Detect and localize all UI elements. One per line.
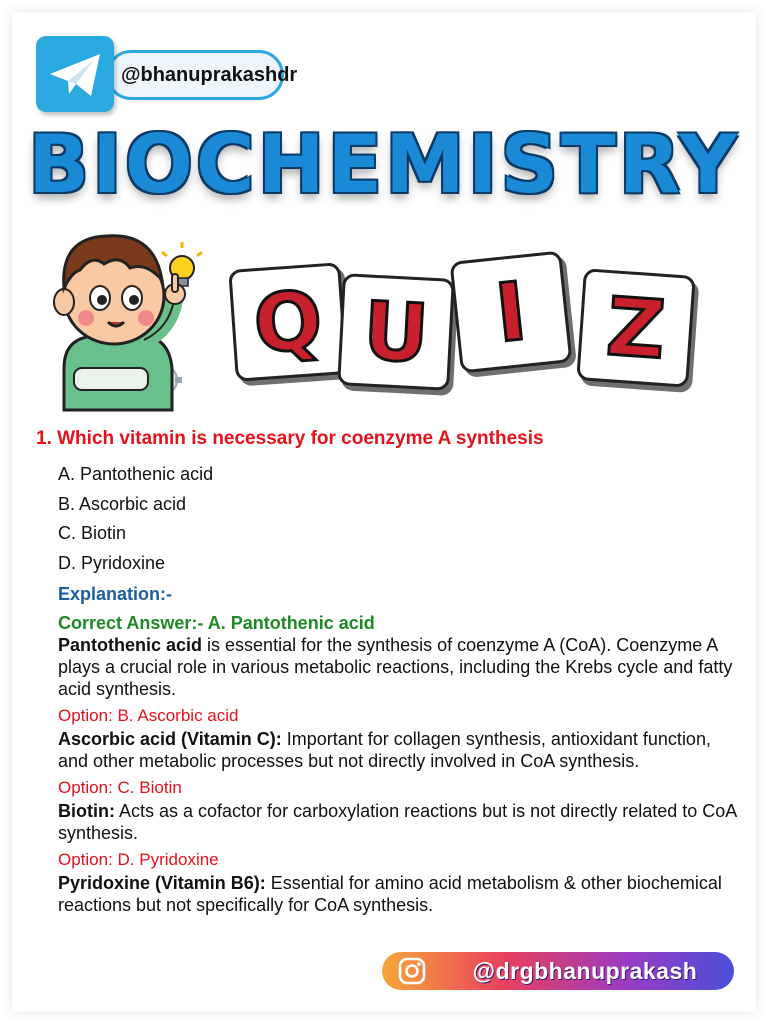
- correct-detail: is essential for the synthesis of coenzyme A (CoA). Coenzyme A plays a crucial role in various metabolic reactions, including the Krebs cycle and fatty acid synthesis.: [58, 635, 733, 699]
- option-c[interactable]: C. Biotin: [58, 523, 127, 543]
- option-b-explanation: [58, 728, 738, 772]
- option-d-label: Option: D. Pyridoxine: [58, 850, 219, 869]
- correct-answer: Correct Answer:- A. Pantothenic acid: [58, 613, 375, 633]
- option-b[interactable]: B. Ascorbic acid: [58, 493, 187, 514]
- instagram-icon: [382, 952, 442, 990]
- quiz-tile-z: Z: [576, 268, 696, 388]
- option-c-explanation: [58, 800, 738, 844]
- quiz-tile-i: I: [449, 250, 572, 373]
- correct-term: Pantothenic acid: [58, 635, 203, 655]
- telegram-icon: [36, 36, 114, 112]
- option-c-detail: Acts as a cofactor for carboxylation reactions but is not directly related to CoA synthesis.: [58, 801, 737, 843]
- option-b-detail: Important for collagen synthesis, antioxidant function, and other metabolic processes but not directly involved in CoA synthesis.: [58, 729, 711, 771]
- question-text: 1. Which vitamin is necessary for coenzyme A synthesis: [36, 428, 544, 449]
- kid-thinking-illustration: [34, 218, 224, 418]
- quiz-tile-q: Q: [228, 262, 348, 382]
- lightbulb-icon: [162, 242, 202, 286]
- telegram-badge[interactable]: [36, 36, 298, 112]
- page-title: BIOCHEMISTRY: [28, 118, 740, 211]
- explanation-heading: Explanation:-: [58, 584, 173, 604]
- correct-explanation: [58, 634, 738, 700]
- option-c-term: Biotin:: [58, 801, 115, 821]
- telegram-handle: @bhanuprakashdr: [106, 50, 284, 100]
- option-b-term: Ascorbic acid (Vitamin C):: [58, 729, 282, 749]
- option-a[interactable]: A. Pantothenic acid: [58, 464, 214, 484]
- instagram-handle: @drgbhanuprakash: [472, 957, 698, 984]
- option-b-label: Option: B. Ascorbic acid: [58, 706, 239, 725]
- option-d-explanation: [58, 872, 738, 916]
- option-d-detail: Essential for amino acid metabolism & other biochemical reactions but not specifically for CoA synthesis.: [58, 873, 722, 915]
- quiz-tile-u: U: [337, 273, 455, 391]
- option-c-label: Option: C. Biotin: [58, 778, 182, 797]
- instagram-badge[interactable]: [382, 952, 734, 990]
- option-d-term: Pyridoxine (Vitamin B6):: [58, 873, 266, 893]
- explanation-body: [58, 612, 738, 916]
- options-list: [58, 460, 213, 578]
- option-d[interactable]: D. Pyridoxine: [58, 552, 166, 573]
